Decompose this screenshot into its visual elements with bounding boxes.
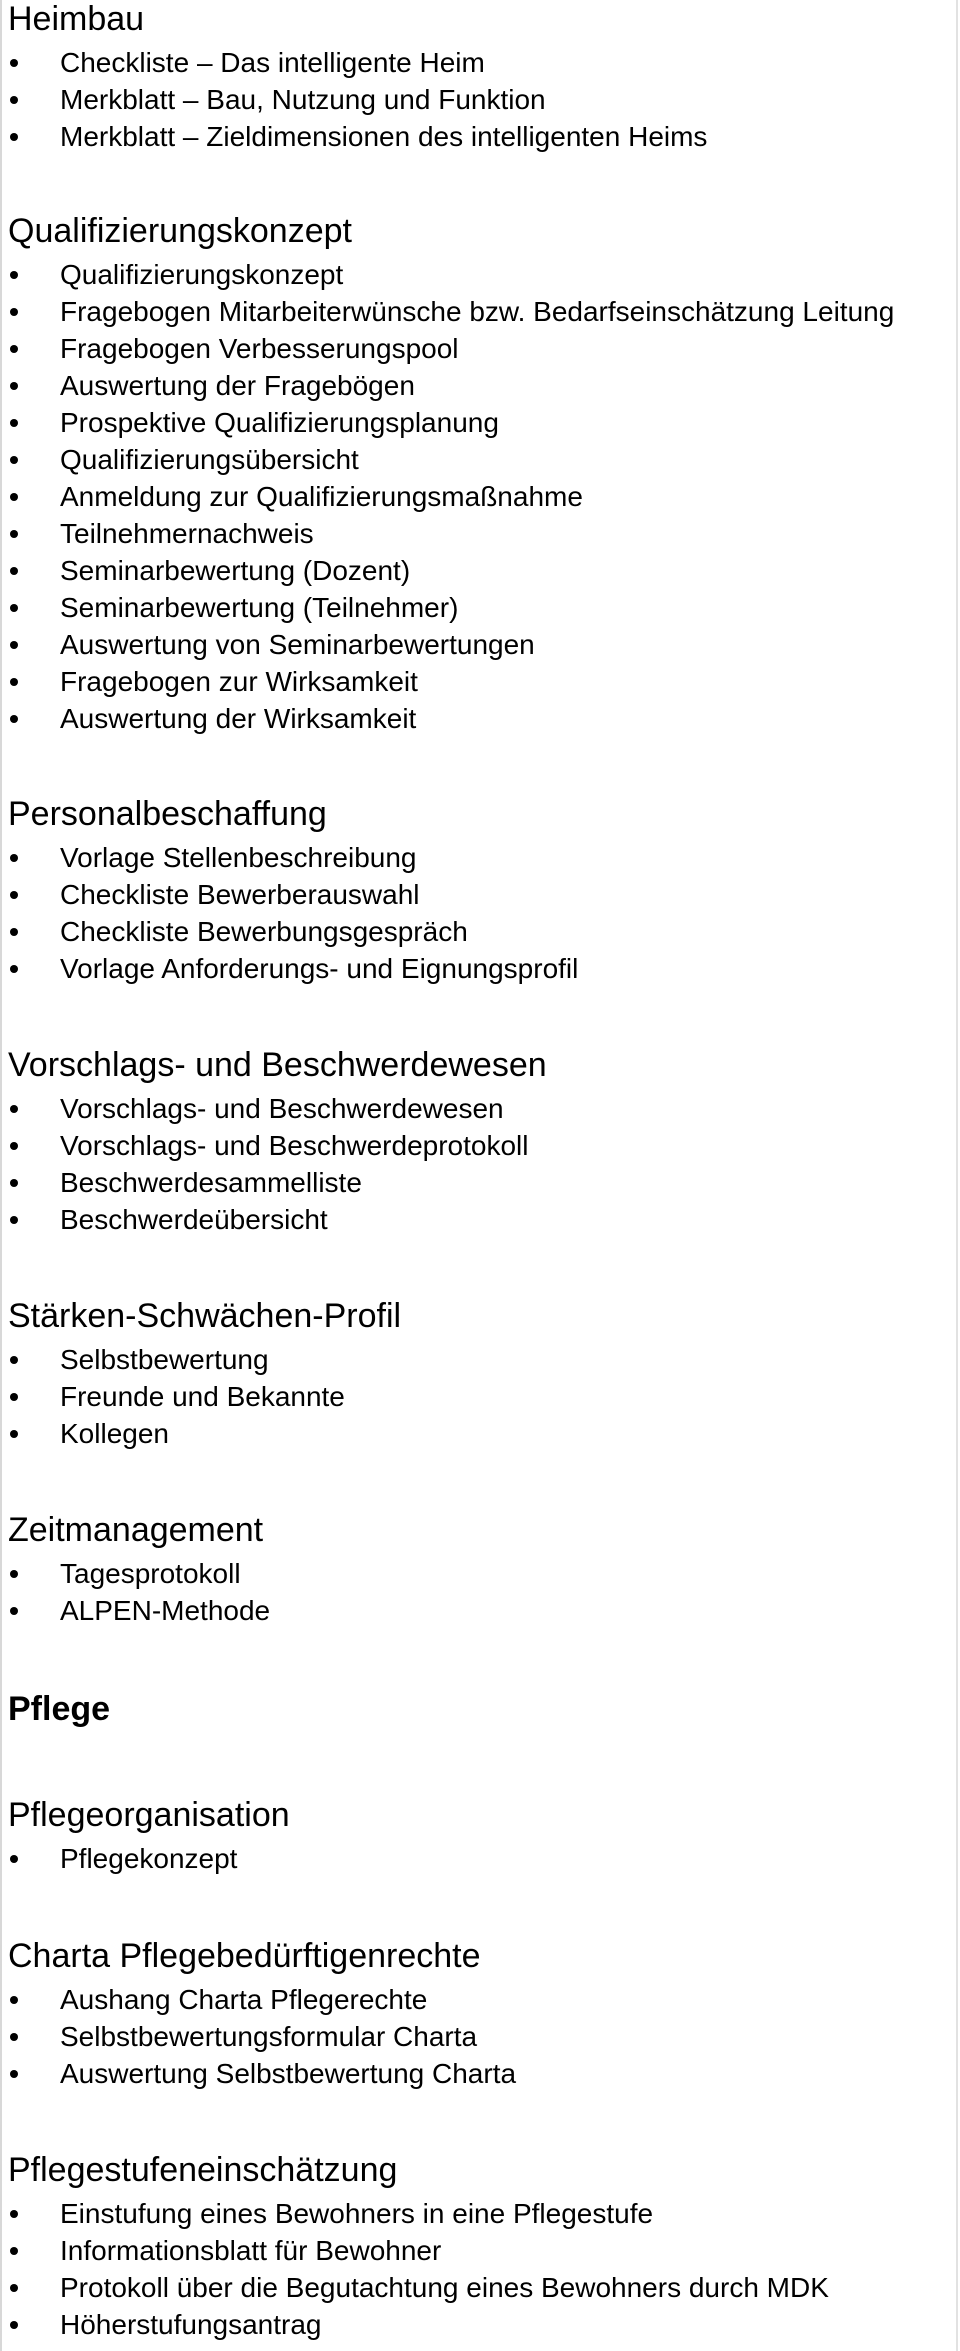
list-item-text: Checkliste – Das intelligente Heim	[60, 47, 485, 78]
list-item-text: Kollegen	[60, 1418, 169, 1449]
list-item-text: Teilnehmernachweis	[60, 518, 314, 549]
section-heading: Pflegestufeneinschätzung	[8, 2151, 398, 2189]
list-item-text: ALPEN-Methode	[60, 1595, 271, 1626]
list-item	[8, 1378, 345, 1415]
bullet-icon	[10, 854, 18, 862]
list-item	[8, 256, 894, 293]
list-item	[8, 663, 894, 700]
list-item-text: Pflegekonzept	[60, 1843, 238, 1874]
section-heading: Charta Pflegebedürftigenrechte	[8, 1937, 481, 1975]
bullet-icon	[10, 1216, 18, 1224]
list-item	[8, 441, 894, 478]
list-item	[8, 876, 578, 913]
bullet-icon	[10, 493, 18, 501]
list-item-text: Aushang Charta Pflegerechte	[60, 1984, 428, 2015]
list-item	[8, 1201, 528, 1238]
section	[8, 212, 895, 734]
list-item	[8, 913, 578, 950]
list-item	[8, 2055, 516, 2092]
list-item	[8, 515, 894, 552]
bullet-list	[8, 1555, 270, 1629]
list-item	[8, 478, 894, 515]
section-heading: Pflegeorganisation	[8, 1796, 290, 1834]
list-item	[8, 2306, 829, 2343]
list-item-text: Auswertung der Fragebögen	[60, 370, 415, 401]
bullet-icon	[10, 382, 18, 390]
bullet-list	[8, 1090, 528, 1238]
bullet-icon	[10, 928, 18, 936]
bullet-list	[8, 1840, 237, 1877]
bullet-icon	[10, 1105, 18, 1113]
list-item	[8, 1592, 270, 1629]
bullet-list	[8, 2195, 829, 2343]
list-item	[8, 626, 894, 663]
bullet-list	[8, 1981, 516, 2092]
list-item-text: Fragebogen zur Wirksamkeit	[60, 666, 418, 697]
section-heading: Qualifizierungskonzept	[8, 212, 352, 250]
list-item	[8, 1981, 516, 2018]
section	[8, 2151, 829, 2340]
bullet-icon	[10, 2247, 18, 2255]
list-item	[8, 552, 894, 589]
bullet-icon	[10, 2070, 18, 2078]
list-item-text: Vorlage Anforderungs- und Eignungsprofil	[60, 953, 579, 984]
list-item-text: Vorschlags- und Beschwerdeprotokoll	[60, 1130, 529, 1161]
list-item-text: Qualifizierungsübersicht	[60, 444, 359, 475]
list-item-text: Seminarbewertung (Dozent)	[60, 555, 411, 586]
bullet-icon	[10, 965, 18, 973]
section-heading: Pflege	[8, 1690, 111, 1728]
section-heading: Heimbau	[8, 0, 145, 38]
list-item-text: Protokoll über die Begutachtung eines Bewohners durch MDK	[60, 2272, 829, 2303]
list-item-text: Qualifizierungskonzept	[60, 259, 344, 290]
bullet-icon	[10, 308, 18, 316]
list-item-text: Selbstbewertungsformular Charta	[60, 2021, 478, 2052]
list-item	[8, 118, 707, 155]
list-item-text: Selbstbewertung	[60, 1344, 269, 1375]
list-item-text: Beschwerdesammelliste	[60, 1167, 362, 1198]
bullet-icon	[10, 345, 18, 353]
bullet-icon	[10, 1996, 18, 2004]
bullet-icon	[10, 456, 18, 464]
bullet-list	[8, 44, 707, 155]
list-item	[8, 950, 578, 987]
list-item	[8, 293, 894, 330]
section	[8, 1046, 547, 1235]
list-item	[8, 330, 894, 367]
list-item	[8, 2232, 829, 2269]
section-heading: Vorschlags- und Beschwerdewesen	[8, 1046, 547, 1084]
list-item-text: Freunde und Bekannte	[60, 1381, 345, 1412]
bullet-icon	[10, 1179, 18, 1187]
list-item-text: Auswertung der Wirksamkeit	[60, 703, 417, 734]
bullet-icon	[10, 2321, 18, 2329]
list-item	[8, 1127, 528, 1164]
section-heading: Stärken-Schwächen-Profil	[8, 1297, 402, 1335]
list-item	[8, 1341, 345, 1378]
section	[8, 0, 708, 152]
bullet-icon	[10, 1855, 18, 1863]
bullet-icon	[10, 2284, 18, 2292]
bullet-icon	[10, 604, 18, 612]
bullet-icon	[10, 1356, 18, 1364]
bullet-icon	[10, 96, 18, 104]
list-item-text: Einstufung eines Bewohners in eine Pflegestufe	[60, 2198, 654, 2229]
list-item-text: Seminarbewertung (Teilnehmer)	[60, 592, 459, 623]
section	[8, 1511, 271, 1626]
section	[8, 1796, 290, 1874]
list-item	[8, 589, 894, 626]
section	[8, 1297, 402, 1449]
list-item-text: Beschwerdeübersicht	[60, 1204, 328, 1235]
list-item	[8, 81, 707, 118]
list-item	[8, 700, 894, 737]
list-item-text: Anmeldung zur Qualifizierungsmaßnahme	[60, 481, 583, 512]
list-item-text: Merkblatt – Bau, Nutzung und Funktion	[60, 84, 546, 115]
bullet-icon	[10, 1607, 18, 1615]
bullet-icon	[10, 271, 18, 279]
section	[8, 795, 579, 984]
bullet-icon	[10, 641, 18, 649]
section-heading: Zeitmanagement	[8, 1511, 264, 1549]
list-item-text: Checkliste Bewerbungsgespräch	[60, 916, 468, 947]
list-item-text: Checkliste Bewerberauswahl	[60, 879, 420, 910]
list-item-text: Fragebogen Verbesserungspool	[60, 333, 459, 364]
bullet-icon	[10, 715, 18, 723]
bullet-list	[8, 839, 578, 987]
list-item-text: Tagesprotokoll	[60, 1558, 241, 1589]
list-item-text: Auswertung von Seminarbewertungen	[60, 629, 535, 660]
bullet-icon	[10, 1430, 18, 1438]
bullet-list	[8, 256, 894, 737]
list-item-text: Vorschlags- und Beschwerdewesen	[60, 1093, 504, 1124]
list-item-text: Vorlage Stellenbeschreibung	[60, 842, 417, 873]
list-item	[8, 1164, 528, 1201]
bullet-icon	[10, 678, 18, 686]
list-item	[8, 367, 894, 404]
section	[8, 1937, 517, 2089]
list-item	[8, 2018, 516, 2055]
bullet-icon	[10, 1570, 18, 1578]
bullet-icon	[10, 419, 18, 427]
bullet-list	[8, 1341, 345, 1452]
list-item	[8, 2195, 829, 2232]
section-heading: Personalbeschaffung	[8, 795, 327, 833]
bullet-icon	[10, 2210, 18, 2218]
list-item	[8, 2269, 829, 2306]
list-item-text: Prospektive Qualifizierungsplanung	[60, 407, 499, 438]
list-item-text: Informationsblatt für Bewohner	[60, 2235, 442, 2266]
bullet-icon	[10, 59, 18, 67]
list-item	[8, 1090, 528, 1127]
bullet-icon	[10, 133, 18, 141]
list-item	[8, 404, 894, 441]
list-item	[8, 839, 578, 876]
bullet-icon	[10, 567, 18, 575]
list-item	[8, 1415, 345, 1452]
bullet-icon	[10, 1393, 18, 1401]
list-item-text: Merkblatt – Zieldimensionen des intelligenten Heims	[60, 121, 708, 152]
bullet-icon	[10, 530, 18, 538]
list-item-text: Auswertung Selbstbewertung Charta	[60, 2058, 517, 2089]
list-item-text: Höherstufungsantrag	[60, 2309, 322, 2340]
list-item	[8, 1840, 237, 1877]
bullet-icon	[10, 891, 18, 899]
list-item-text: Fragebogen Mitarbeiterwünsche bzw. Bedarfseinschätzung Leitung	[60, 296, 895, 327]
list-item	[8, 44, 707, 81]
bullet-icon	[10, 1142, 18, 1150]
list-item	[8, 1555, 270, 1592]
section	[8, 1690, 110, 1728]
bullet-icon	[10, 2033, 18, 2041]
